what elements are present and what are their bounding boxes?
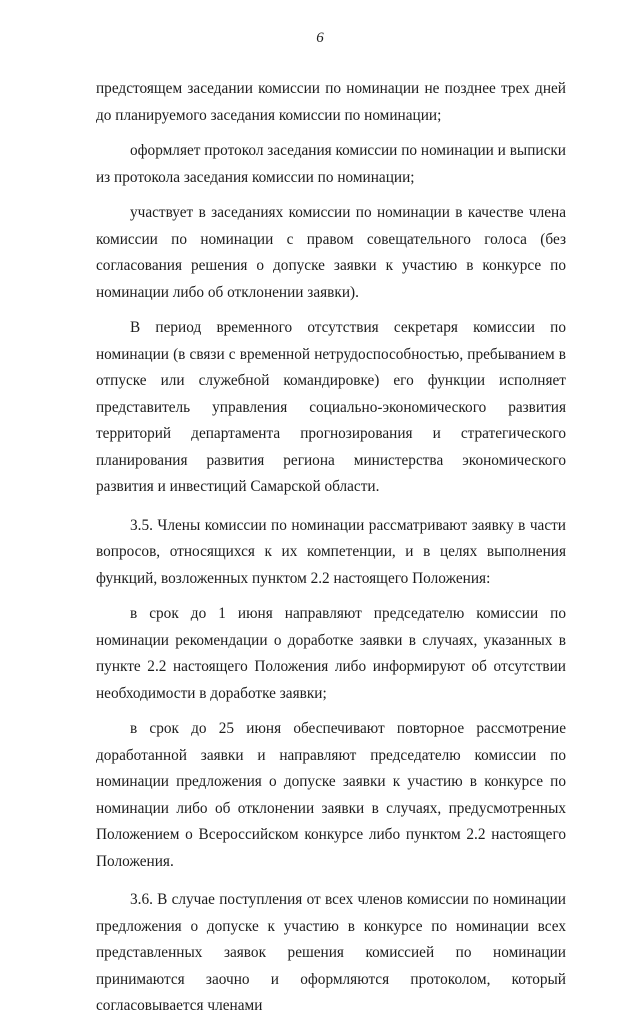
paragraph-protocol-duty: оформляет протокол заседания комиссии по номинации и выписки из протокола заседания комиссии по номинации; [96,142,566,186]
paragraph-secretary-absence: В период временного отсутствия секретаря комиссии по номинации (в связи с временной нетрудоспособностью, пребыванием в отпуске или служебной командировке) его функции исполняет представитель управления социально-экономического развития территорий департамента прогнозирования и стратегического планирования развития региона министерства экономического развития и инвестиций Самарской области. [96,319,566,495]
document-body [96,76,566,1020]
paragraph-june-25-deadline: в срок до 25 июня обеспечивают повторное рассмотрение доработанной заявки и направляют председателю комиссии по номинации предложения о допуске заявки к участию в конкурсе по номинации либо об отклонении заявки в случаях, предусмотренных Положением о Всероссийском конкурсе либо пунктом 2.2 настоящего Положения. [96,720,566,870]
paragraph-participation-duty: участвует в заседаниях комиссии по номинации в качестве члена комиссии по номинации с правом совещательного голоса (без согласования решения о допуске заявки к участию в конкурсе по номинации либо об отклонении заявки). [96,204,566,301]
page-number: 6 [316,30,324,46]
paragraph-section-3-6: 3.6. В случае поступления от всех членов комиссии по номинации предложения о допуске к участию в конкурсе по номинации всех представленных заявок решения комиссией по номинации принимаются заочно и оформляются протоколом, который согласовывается членами [96,891,566,1014]
paragraph-section-3-5: 3.5. Члены комиссии по номинации рассматривают заявку в части вопросов, относящихся к их компетенции, и в целях выполнения функций, возложенных пунктом 2.2 настоящего Положения: [96,516,566,587]
paragraph-june-1-deadline: в срок до 1 июня направляют председателю комиссии по номинации рекомендации о доработке заявки в случаях, указанных в пункте 2.2 настоящего Положения либо информируют об отсутствии необходимости в доработке заявки; [96,605,566,702]
paragraph-continuation: предстоящем заседании комиссии по номинации не позднее трех дней до планируемого заседания комиссии по номинации; [96,80,566,124]
